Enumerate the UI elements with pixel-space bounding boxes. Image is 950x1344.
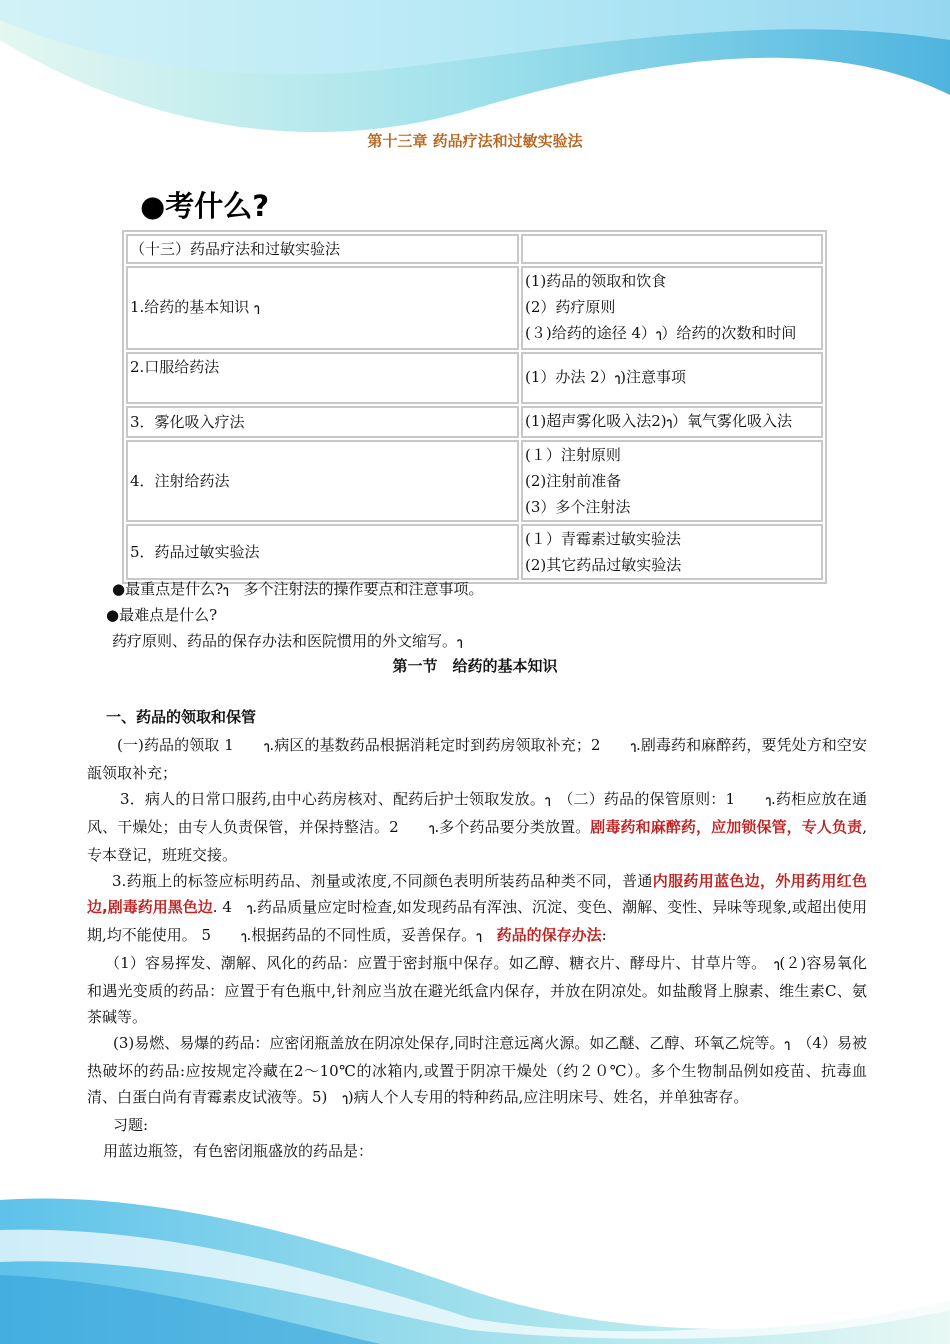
key-point-question: ●最重点是什么? — [112, 580, 224, 598]
paragraph: （1）容易挥发、潮解、风化的药品：应置于密封瓶中保存。如乙醇、糖衣片、酵母片、甘草片等。 ๅ(２)容易氧化和遇光变质的药品：应置于有色瓶中,针剂应当放在避光纸盒内保存，并放在阴凉处。如盐酸肾上腺素、维生素C、氨茶碱等。 — [87, 954, 867, 1026]
glyph-mark: ๅ — [773, 958, 780, 971]
exercise-question: 用蓝边瓶签，有色密闭瓶盛放的药品是： — [103, 1142, 374, 1160]
outline-cell-right — [521, 266, 823, 350]
glyph-mark: ๅ — [223, 584, 229, 597]
table-row — [126, 440, 823, 522]
outline-subtopic: (１）青霉素过敏实验法 — [525, 530, 681, 548]
outline-cell-right — [521, 524, 823, 580]
outline-header-left: （十三）药品疗法和过敏实验法 — [126, 234, 519, 264]
glyph-mark: ๅ — [545, 794, 551, 807]
outline-subtopic: (1)药品的领取和饮食 — [525, 272, 667, 290]
hard-point-question: ●最难点是什么? — [106, 606, 218, 624]
glyph-mark: ๅ — [246, 902, 253, 915]
section-title: 第一节 给药的基本知识 — [392, 657, 558, 675]
outline-cell-left — [126, 266, 519, 350]
outline-header-right — [521, 234, 823, 264]
outline-cell-right: (1)超声雾化吸入法2)ๅ）氧气雾化吸入法 — [521, 406, 823, 438]
outline-subtopic: (2)注射前准备 — [525, 472, 622, 490]
table-row — [126, 406, 823, 438]
outline-cell-left: 2.口服给药法 — [126, 352, 519, 404]
outline-topic: 1.给药的基本知识 — [130, 298, 250, 316]
outline-cell-right — [521, 440, 823, 522]
outline-cell-right: (1）办法 2）ๅ)注意事项 — [521, 352, 823, 404]
outline-cell-left: 4．注射给药法 — [126, 440, 519, 522]
table-row — [126, 234, 823, 264]
exam-heading: ●考什么? — [140, 189, 270, 223]
body-text — [87, 732, 867, 1164]
glyph-mark: ๅ — [765, 794, 772, 807]
glyph-mark: ๅ — [457, 636, 463, 649]
hard-point-answer: 药疗原则、药品的保存办法和医院惯用的外文缩写。 — [112, 632, 458, 650]
glyph-mark: ๅ — [263, 740, 270, 753]
hard-point-answer-line — [112, 628, 462, 656]
glyph-mark: ๅ — [476, 930, 482, 943]
highlight-text: 内服药用蓝色边，外用药用红色边,剧毒药用黑色边 — [87, 872, 867, 916]
highlight-text: 药品的保存办法 — [496, 926, 602, 944]
exercise-label: 习题: — [113, 1116, 149, 1134]
outline-cell-left: 3．雾化吸入疗法 — [126, 406, 519, 438]
key-point-line — [112, 576, 484, 604]
outline-subtopic: (3）多个注射法 — [525, 498, 631, 516]
outline-subtopic: (2）药疗原则 — [525, 298, 616, 316]
table-row — [126, 352, 823, 404]
highlight-text: 剧毒药和麻醉药，应加锁保管，专人负责 — [590, 818, 863, 836]
outline-subtopic: (１）注射原则 — [525, 446, 621, 464]
glyph-mark: ๅ — [254, 302, 260, 315]
glyph-mark: ๅ — [630, 740, 636, 753]
subsection-title: 一、药品的领取和保管 — [106, 708, 257, 726]
outline-subtopic: (2)其它药品过敏实验法 — [525, 556, 682, 574]
paragraph: (一)药品的领取 1 ๅ.病区的基数药品根据消耗定时到药房领取补充；2 ๅ.剧毒药和麻醉药，要凭处方和空安瓿领取补充； — [87, 736, 867, 782]
glyph-mark: ๅ — [656, 328, 662, 341]
chapter-title: 第十三章 药品疗法和过敏实验法 — [367, 132, 583, 150]
table-row — [126, 524, 823, 580]
paragraph: 3．病人的日常口服药,由中心药房核对、配药后护士领取发放。ๅ （二）药品的保管原则：1 ๅ.药柜应放在通风、干燥处；由专人负责保管，并保持整洁。2 ๅ.多个药品要分类放置。剧毒药和麻醉药，应加锁保管，专人负责,专本登记，班班交接。 — [87, 790, 867, 864]
key-point-answer: 多个注射法的操作要点和注意事项。 — [243, 580, 484, 598]
glyph-mark: ๅ — [241, 930, 247, 943]
glyph-mark: ๅ — [784, 1038, 790, 1051]
glyph-mark: ๅ — [428, 822, 435, 835]
outline-table — [122, 230, 827, 584]
glyph-mark: ๅ — [666, 416, 673, 429]
table-row — [126, 266, 823, 350]
paragraph: 3.药瓶上的标签应标明药品、剂量或浓度,不同颜色表明所装药品种类不同，普通内服药用蓝色边，外用药用红色边,剧毒药用黑色边. 4 ๅ.药品质量应定时检查,如发现药品有浑浊、沉淀、变色、潮解、变性、异味等现象,或超出使用期,均不能使用。 5 ๅ.根据药品的不同性质，妥善保存。ๅ 药品的保存办法: — [87, 872, 867, 944]
paragraph: (3)易燃、易爆的药品：应密闭瓶盖放在阴凉处保存,同时注意远离火源。如乙醚、乙醇、环氧乙烷等。ๅ （4）易被热破坏的药品:应按规定冷藏在2～10℃的冰箱内,或置于阴凉干燥处（约２０℃）。多个生物制品例如疫苗、抗毒血清、白蛋白尚有青霉素皮试液等。5) ๅ)病人个人专用的特种药品,应注明床号、姓名，并单独寄存。 — [87, 1034, 867, 1106]
outline-subtopic-line: (３)给药的途径 4）ๅ）给药的次数和时间 — [525, 324, 797, 342]
glyph-mark: ๅ — [614, 372, 621, 385]
outline-cell-left: 5．药品过敏实验法 — [126, 524, 519, 580]
glyph-mark: ๅ — [342, 1092, 348, 1105]
